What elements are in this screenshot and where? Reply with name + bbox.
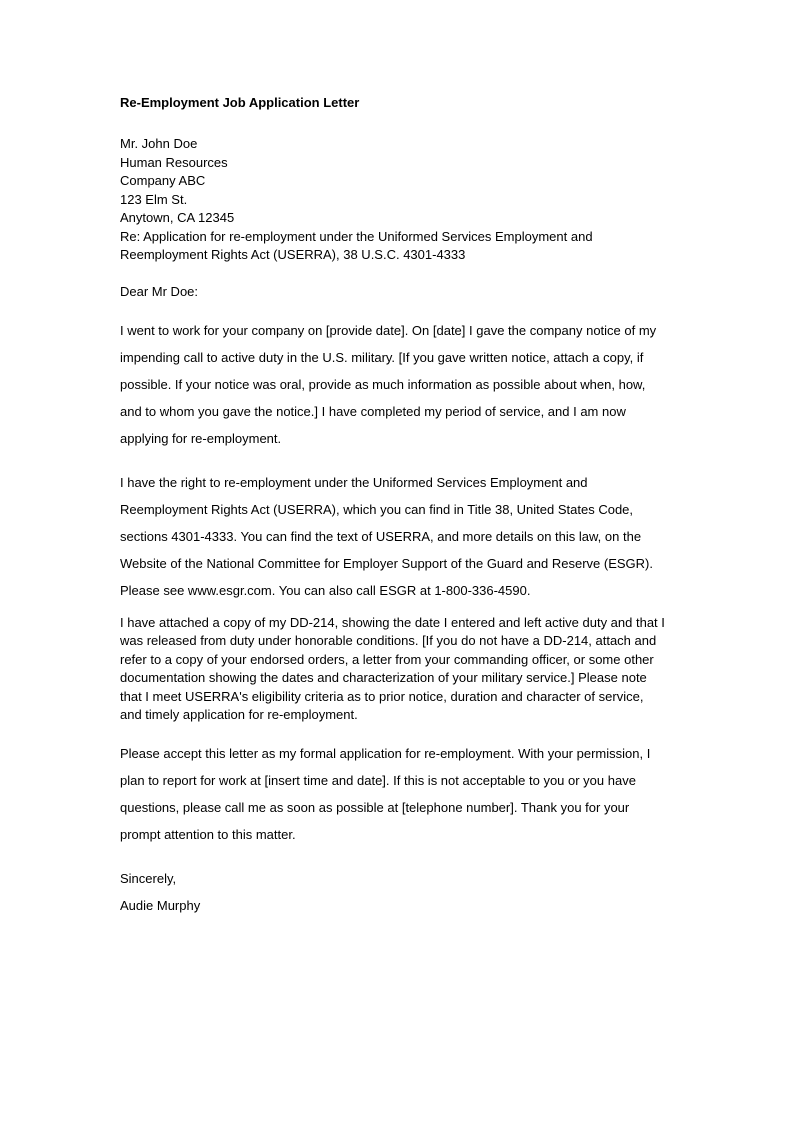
body-paragraph: I have attached a copy of my DD-214, showing the date I entered and left active duty and that I was released from duty under honorable conditions. [If you do not have a DD-214, attach and refer to a copy of your endorsed orders, a letter from your commanding officer, or some other documentation showing the dates and characterization of your military service.] Please note that I meet USERRA's eligibility criteria as to prior notice, duration and character of service, and timely application for re-employment. [120, 614, 665, 722]
signature-name: Audie Murphy [120, 897, 201, 913]
closing-block [120, 865, 665, 919]
address-line: 123 Elm St. [120, 191, 188, 207]
closing: Sincerely, [120, 870, 177, 886]
address-line: Anytown, CA 12345 [120, 210, 235, 225]
address-line: Human Resources [120, 154, 228, 170]
address-line: Company ABC [120, 173, 206, 188]
document-title: Re-Employment Job Application Letter [120, 95, 360, 110]
subject-line: Reemployment Rights Act (USERRA), 38 U.S.C. 4301-4333 [120, 247, 466, 262]
letter-body [120, 94, 665, 919]
recipient-address-block [120, 135, 665, 265]
body-paragraph: I have the right to re-employment under the Uniformed Services Employment and Reemployment Rights Act (USERRA), which you can find in Title 38, United States Code, sections 4301-4333. You can find the text of USERRA, and more details on this law, on the Website of the National Committee for Employer Support of the Guard and Reserve (ESGR). Please see www.esgr.com. You can also call ESGR at 1-800-336-4590. [120, 474, 653, 598]
subject-line: Re: Application for re-employment under the Uniformed Services Employment and [120, 228, 593, 244]
body-paragraph: Please accept this letter as my formal application for re-employment. With your permission, I plan to report for work at [insert time and date]. If this is not acceptable to you or you have questions, please call me as soon as possible at [telephone number]. Thank you for your prompt attention to this matter. [120, 745, 651, 842]
body-paragraph: I went to work for your company on [provide date]. On [date] I gave the company notice of my impending call to active duty in the U.S. military. [If you gave written notice, attach a copy, if possible. If your notice was oral, provide as much information as possible about when, how, and to whom you gave the notice.] I have completed my period of service, and I am now applying for re-employment. [120, 322, 657, 446]
salutation: Dear Mr Doe: [120, 283, 199, 299]
address-line: Mr. John Doe [120, 136, 198, 151]
